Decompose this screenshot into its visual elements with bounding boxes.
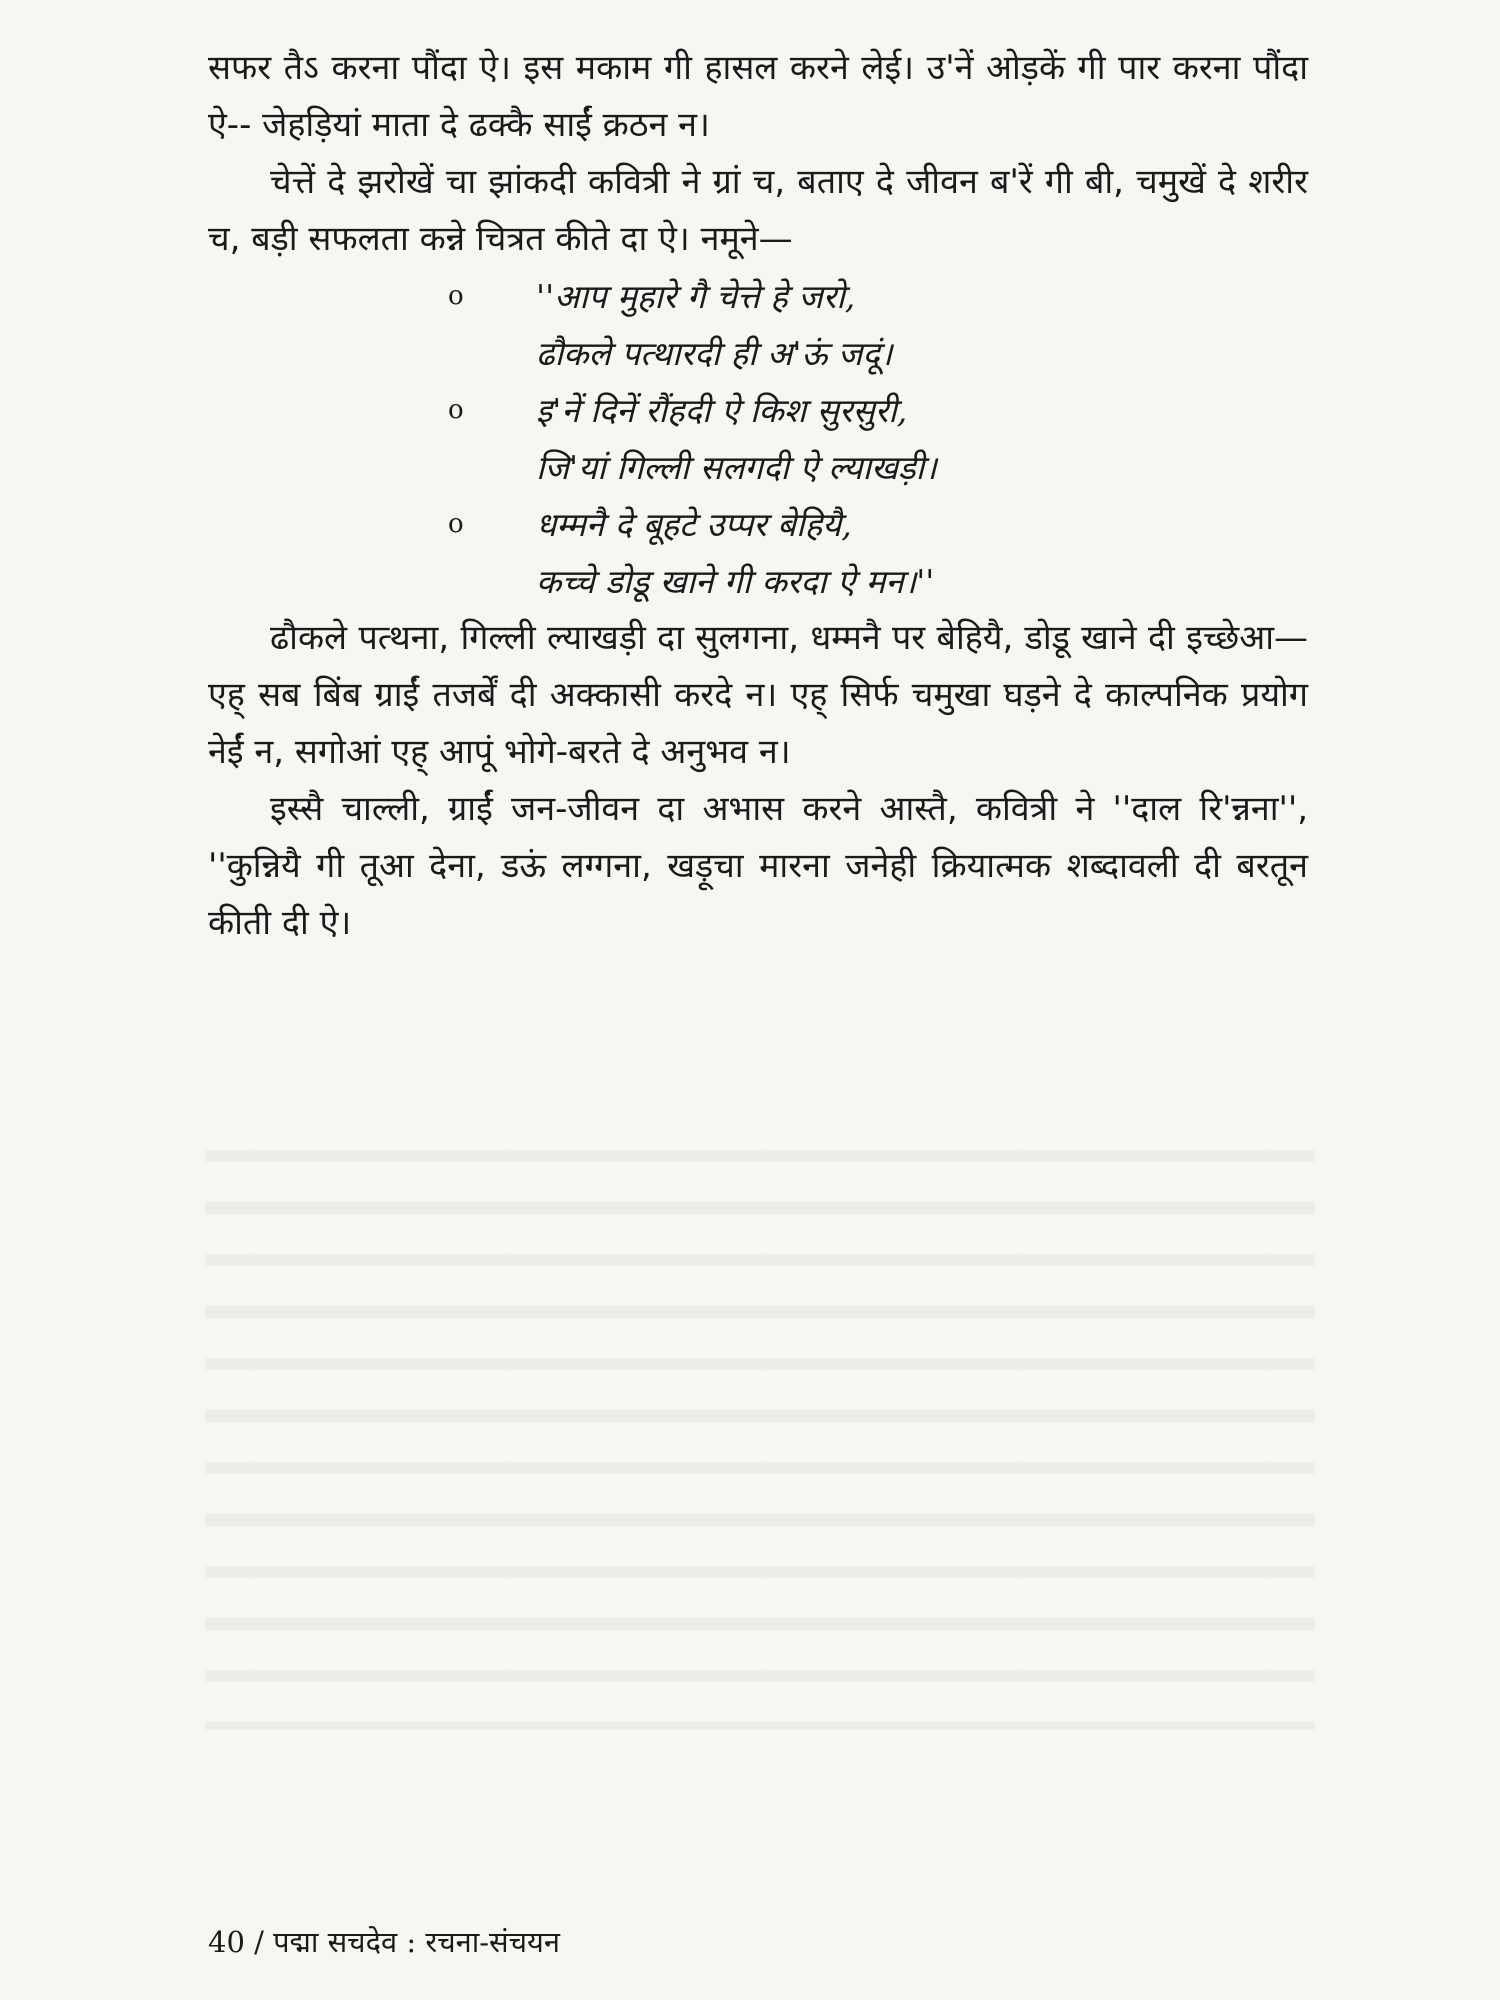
page-number: 40 <box>208 1925 245 1959</box>
poem-line: ढौकले पत्थारदी ही अ'ऊं जदूं। <box>536 334 893 373</box>
main-text <box>208 40 1308 952</box>
bullet-icon: o <box>448 509 464 539</box>
bullet-icon: o <box>448 281 464 311</box>
poem-stanza <box>448 268 1308 382</box>
poem-line: इ'नें दिनें रौंहदी ऐ किश सुरसुरी, <box>536 391 908 430</box>
poem-line: ''आप मुहारे गै चेत्ते हे जरो, <box>536 277 856 316</box>
paragraph-1: सफर तैऽ करना पौंदा ऐ। इस मकाम गी हासल करने लेई। उ'नें ओड़कें गी पार करना पौंदा ऐ-- जेहड़ियां माता दे ढक्कै साईं क्रठन न। <box>208 48 1308 145</box>
poem-line: जि'यां गिल्ली सलगदी ऐ ल्याखड़ी। <box>536 448 937 487</box>
paragraph-2: चेत्तें दे झरोखें चा झांकदी कवित्री ने ग्रां च, बताए दे जीवन ब'रें गी बी, चमुखें दे शरीर च, बड़ी सफलता कन्ने चित्रत कीते दा ऐ। नमूने— <box>208 162 1308 259</box>
poem-line: कच्चे डोडू खाने गी करदा ऐ मन।'' <box>536 562 935 601</box>
book-title: पद्मा सचदेव : रचना-संचयन <box>273 1925 560 1959</box>
show-through-texture <box>205 1110 1315 1730</box>
paragraph-3: ढौकले पत्थना, गिल्ली ल्याखड़ी दा सुलगना, धम्मनै पर बेहियै, डोडू खाने दी इच्छेआ—एह् सब बिंब ग्राईं तजर्बें दी अक्कासी करदे न। एह् सिर्फ चमुखा घड़ने दे काल्पनिक प्रयोग नेईं न, सगोआं एह् आपूं भोगे-बरते दे अनुभव न। <box>208 618 1308 772</box>
footer-separator: / <box>244 1925 274 1959</box>
poem-line: धम्मनै दे बूहटे उप्पर बेहियै, <box>536 505 852 544</box>
poem-stanza <box>448 496 1308 610</box>
paragraph-4: इस्सै चाल्ली, ग्राईं जन-जीवन दा अभास करने आस्तै, कवित्री ने ''दाल रि'न्नना'', ''कुन्नियै गी तूआ देना, डऊं लग्गना, खड़ूचा मारना जनेही क्रियात्मक शब्दावली दी बरतून कीती दी ऐ। <box>208 789 1308 943</box>
page-footer <box>208 1922 560 1962</box>
poem-stanza <box>448 382 1308 496</box>
poem-excerpt <box>448 268 1308 610</box>
bullet-icon: o <box>448 395 464 425</box>
